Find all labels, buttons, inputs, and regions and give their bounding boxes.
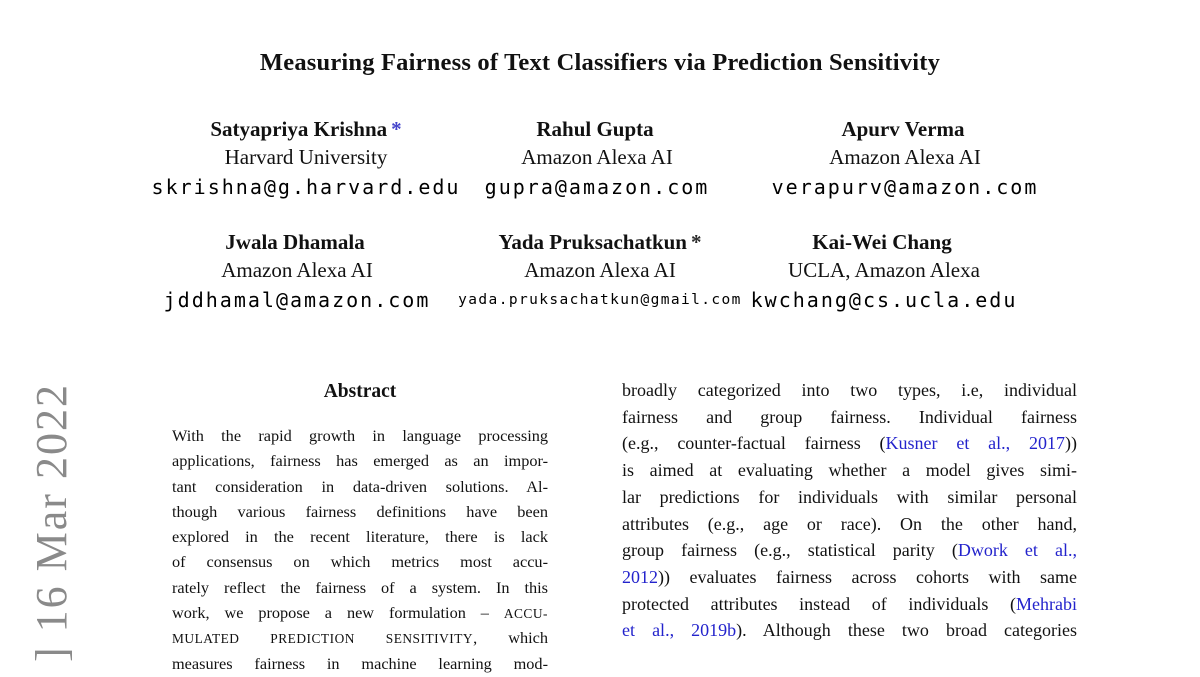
smallcaps-text: ACCU- <box>503 606 548 622</box>
text: fairness and group fairness. Individual fairness <box>622 406 1077 427</box>
text: protected attributes instead of individuals ( <box>622 593 1017 614</box>
text: applications, fairness has emerged as an impor- <box>172 451 548 471</box>
citation-link[interactable]: Kusner et al., 2017 <box>885 433 1065 454</box>
author-email: gupra@amazon.com <box>484 175 710 199</box>
abstract-heading: Abstract <box>323 381 397 402</box>
citation-link[interactable]: Mehrabi <box>1016 593 1077 614</box>
arxiv-date-watermark: ] 16 Mar 2022 <box>27 383 76 662</box>
text: of consensus on which metrics most accu- <box>172 552 548 572</box>
author-email: yada.pruksachatkun@gmail.com <box>458 292 742 308</box>
thanks-asterisk: * <box>391 117 402 141</box>
abstract-line <box>172 652 548 677</box>
body-line <box>622 564 1077 591</box>
author-affiliation: Harvard University <box>224 145 388 169</box>
body-line <box>622 617 1077 644</box>
author-email: jddhamal@amazon.com <box>163 288 431 312</box>
text: )) <box>1065 433 1077 454</box>
author-email: kwchang@cs.ucla.edu <box>750 288 1018 312</box>
text: broadly categorized into two types, i.e, individual <box>622 380 1077 400</box>
text: is aimed at evaluating whether a model gives simi- <box>622 460 1077 481</box>
text: attributes (e.g., age or race). On the other hand, <box>622 513 1077 534</box>
author-name-text: Kai-Wei Chang <box>812 230 952 254</box>
paper-title: Measuring Fairness of Text Classifiers via Prediction Sensitivity <box>259 49 941 76</box>
author-name-text: Apurv Verma <box>841 117 965 141</box>
abstract-body <box>172 424 548 677</box>
text: explored in the recent literature, there is lack <box>172 527 548 547</box>
thanks-asterisk: * <box>690 230 702 254</box>
abstract-line <box>172 449 548 474</box>
text: With the rapid growth in language processing <box>172 426 548 445</box>
text: (e.g., counter-factual fairness ( <box>622 433 886 454</box>
abstract-line <box>172 550 548 575</box>
citation-link[interactable]: Dwork et al., <box>957 540 1077 561</box>
abstract-line <box>172 576 548 601</box>
smallcaps-text: MULATED PREDICTION SENSITIVITY <box>172 631 474 647</box>
author-name-text: Satyapriya Krishna <box>210 117 388 141</box>
body-line <box>622 377 1077 404</box>
text: , which <box>473 628 548 648</box>
body-line <box>622 430 1077 457</box>
abstract-line <box>172 500 548 525</box>
author-card <box>725 116 1085 200</box>
text: tant consideration in data-driven solutions. Al- <box>172 476 548 496</box>
text: work, we propose a new formulation – <box>172 603 504 623</box>
intro-body <box>622 377 1077 644</box>
citation-link[interactable]: 2012 <box>622 566 658 587</box>
author-affiliation: Amazon Alexa AI <box>524 258 676 282</box>
author-card <box>417 116 777 200</box>
author-email: verapurv@amazon.com <box>771 175 1039 199</box>
author-affiliation: Amazon Alexa AI <box>521 145 673 169</box>
body-line <box>622 537 1077 564</box>
text: ). Although these two broad categories <box>736 620 1077 641</box>
text: though various fairness definitions have been <box>172 501 548 521</box>
author-name-text: Jwala Dhamala <box>225 230 365 254</box>
text: )) evaluates fairness across cohorts with same <box>658 566 1077 587</box>
body-line <box>622 484 1077 511</box>
text: rately reflect the fairness of a system. In this <box>172 577 548 597</box>
author-affiliation: UCLA, Amazon Alexa <box>788 258 980 282</box>
author-name <box>725 116 1085 143</box>
abstract-line <box>172 424 548 449</box>
author-affiliation: Amazon Alexa AI <box>829 145 981 169</box>
author-name-text: Rahul Gupta <box>536 117 654 141</box>
text: group fairness (e.g., statistical parity ( <box>622 540 958 561</box>
author-card <box>704 229 1064 313</box>
author-name <box>704 229 1064 256</box>
author-name <box>417 116 777 143</box>
body-line <box>622 404 1077 431</box>
abstract-line <box>172 475 548 500</box>
body-line <box>622 511 1077 538</box>
citation-link[interactable]: et al., 2019b <box>622 620 737 641</box>
author-name-text: Yada Pruksachatkun <box>498 230 687 254</box>
author-email: skrishna@g.harvard.edu <box>151 175 461 199</box>
abstract-line <box>172 525 548 550</box>
body-line <box>622 457 1077 484</box>
abstract-line <box>172 601 548 626</box>
text: measures fairness in machine learning mod- <box>172 653 548 673</box>
text: lar predictions for individuals with similar personal <box>622 486 1077 507</box>
author-affiliation: Amazon Alexa AI <box>221 258 373 282</box>
body-line <box>622 591 1077 618</box>
